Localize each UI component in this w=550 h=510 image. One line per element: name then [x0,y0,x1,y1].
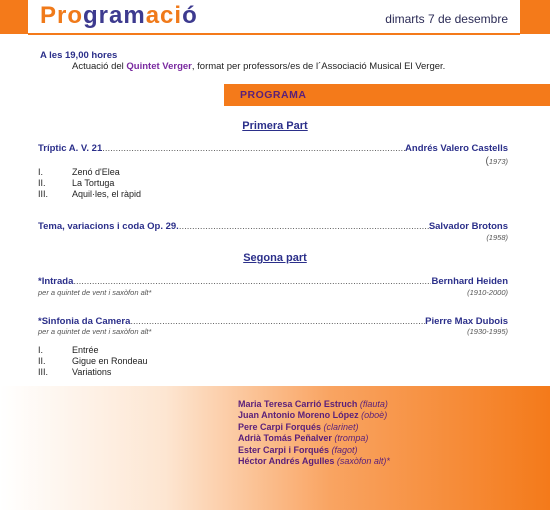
intro-text: Actuació del Quintet Verger, format per professors/es de l´Associació Musical El Verger. [72,61,446,72]
event-time: A les 19,00 hores [40,50,118,61]
performer-item: Maria Teresa Carrió Estruch (flauta) [238,399,388,409]
composer-years: (1910-2000) [467,288,508,297]
composer-years: (1973) [485,156,508,167]
movement-item: I. Zenó d'Elea [38,167,120,177]
page-title: Programació [40,2,198,29]
event-date: dimarts 7 de desembre [385,12,508,26]
movement-item: I. Entrée [38,345,99,355]
leader-dots [179,221,429,232]
work-row [38,221,508,232]
work-meta [38,233,508,242]
ensemble-name: Quintet Verger [126,61,192,72]
work-note: per a quintet de vent i saxòfon alt* [38,288,152,297]
performer-item: Adrià Tomás Peñalver (trompa) [238,433,369,444]
performer-item: Héctor Andrés Agulles (saxòfon alt)* [238,456,390,467]
work-title: *Intrada [38,276,74,287]
work-composer: Pierre Max Dubois [425,316,508,327]
composer-years: (1930-1995) [467,327,508,336]
movement-item: II. Gigue en Rondeau [38,356,148,366]
performer-item: Juan Antonio Moreno López (oboè) [238,410,388,421]
work-title: Tema, variacions i coda Op. 29. [38,221,179,232]
work-row [38,276,508,287]
movement-item: III. Aquil·les, el ràpid [38,189,142,199]
work-note: per a quintet de vent i saxòfon alt* [38,327,152,336]
program-bar [224,84,550,106]
work-title: Tríptic A. V. 21 [38,143,103,154]
leader-dots [73,276,431,287]
work-row [38,316,508,327]
part2-title: Segona part [243,252,307,264]
program-label: PROGRAMA [240,89,307,101]
work-composer: Bernhard Heiden [431,276,508,287]
work-composer: Salvador Brotons [428,221,508,232]
header-rule [28,33,520,35]
performer-item: Pere Carpi Forqués (clarinet) [238,421,359,432]
performer-item: Ester Carpi i Forqués (fagot) [238,444,358,455]
work-meta [38,288,508,297]
work-title: *Sinfonia da Camera [38,316,131,327]
performer-list [238,399,390,467]
movement-item: II. La Tortuga [38,178,115,188]
leader-dots [130,316,425,327]
work-meta [38,327,508,336]
movement-item: III. Variations [38,367,112,377]
leader-dots [102,143,405,154]
composer-years: (1958) [486,233,508,242]
part1-title: Primera Part [242,120,308,132]
work-row [38,143,508,154]
work-meta [38,156,508,167]
work-composer: Andrés Valero Castells [405,143,508,154]
